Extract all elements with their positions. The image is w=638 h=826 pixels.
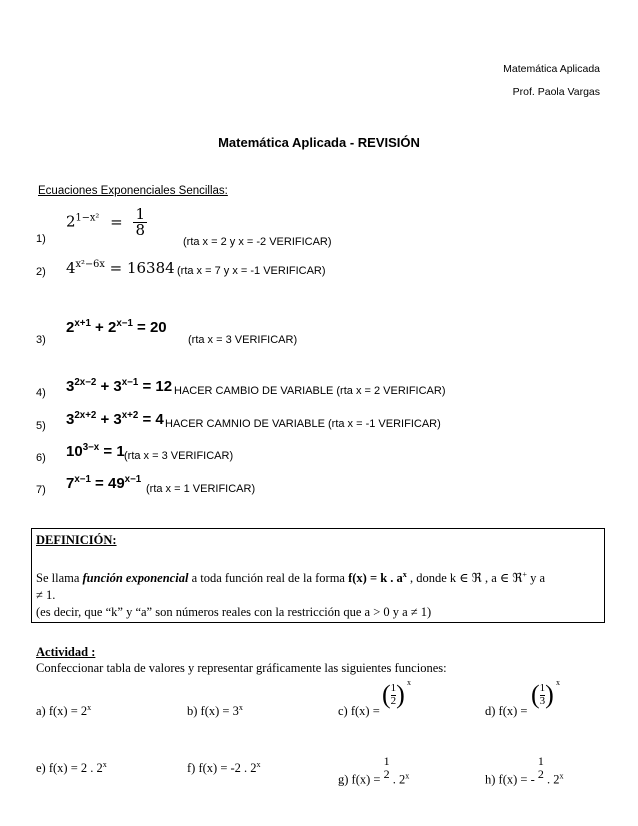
function-d-base: ($\frac{1}{3}$ ) <box>531 680 554 709</box>
function-e: e) f(x) = 2 . 2$^x$ <box>36 759 107 775</box>
equation-note-7: (rta x = 1 VERIFICAR) <box>146 483 256 495</box>
definition-line-3: (es decir, que “k” y “a” son números reales con la restricción que a > 0 y a ≠ 1) <box>36 605 432 619</box>
section-heading: Ecuaciones Exponenciales Sencillas: <box>38 185 228 197</box>
equation-number-2: 2) <box>36 266 46 278</box>
header-professor: Prof. Paola Vargas <box>512 86 600 98</box>
equation-3: $2^{x+1} + 2^{x-1} = 20$ <box>66 318 167 336</box>
equation-1: $2^{1-x^2}$ = $\frac{1}{8}$ <box>66 205 146 239</box>
eq2-base: 4 <box>66 259 76 277</box>
equation-number-5: 5) <box>36 420 46 432</box>
equation-number-4: 4) <box>36 387 46 399</box>
eq1-fraction <box>133 207 147 238</box>
eq1-base: 2 <box>66 212 76 231</box>
definition-formula: f(x) = k . $a^x$ <box>348 569 407 585</box>
equation-5: $3^{2x+2} + 3^{x+2} = 4$ <box>66 410 164 428</box>
function-a: a) $f(x) = 2^x$ <box>36 702 92 718</box>
equation-number-7: 7) <box>36 484 46 496</box>
equation-2 <box>66 259 175 277</box>
equation-note-1: (rta x = 2 y x = -2 VERIFICAR) <box>183 236 332 248</box>
equation-number-1: 1) <box>36 233 46 245</box>
definition-term: función exponencial <box>82 571 189 585</box>
function-c-label: c) f(x) = <box>338 704 380 718</box>
header-course: Matemática Aplicada <box>503 63 600 75</box>
eq1-numerator: 1 <box>135 205 146 223</box>
equation-note-4: HACER CAMBIO DE VARIABLE (rta x = 2 VERIFICAR) <box>174 385 446 397</box>
equation-number-6: 6) <box>36 452 46 464</box>
function-c-base: ($\frac{1}{2}$ ) <box>382 680 405 709</box>
equation-7: $7^{x-1} = 49^{x-1}$ <box>66 474 142 492</box>
equation-note-3: (rta x = 3 VERIFICAR) <box>188 334 298 346</box>
definition-line-1: Se llama función exponencial a toda función real de la forma f(x) = k . $a^x$ , donde k ∈ ℜ , a ∈ ℜ+ y a <box>36 569 546 585</box>
activity-instructions: Confeccionar tabla de valores y representar gráficamente las siguientes funciones: <box>36 661 447 675</box>
function-b: b) $f(x) = 3^x$ <box>187 702 243 718</box>
definition-line-2: ≠ 1. <box>36 588 56 602</box>
eq1-exponent: 1−x² <box>75 212 100 224</box>
equation-number-3: 3) <box>36 334 46 346</box>
equation-4: $3^{2x-2} + 3^{x-1} = 12$ <box>66 377 173 395</box>
eq2-exponent: x²−6x <box>75 259 105 270</box>
function-f: f) f(x) = -2 . 2$^x$ <box>187 759 261 775</box>
function-g: g) f(x) = 1 2 . 2$^x$ <box>338 754 410 787</box>
equation-6: $10^{3-x} = 1$ <box>66 442 125 460</box>
definition-heading: DEFINICIÓN: <box>36 533 117 547</box>
equation-note-6: (rta x = 3 VERIFICAR) <box>124 450 234 462</box>
function-c-exponent: x <box>407 678 411 687</box>
eq1-denominator: 8 <box>135 221 146 239</box>
function-d-exponent: x <box>556 678 560 687</box>
function-d-label: d) f(x) = <box>485 704 528 718</box>
equation-note-2: (rta x = 7 y x = -1 VERIFICAR) <box>177 265 326 277</box>
eq2-rhs: = 16384 <box>109 259 175 277</box>
function-h: h) f(x) = - 1 2 . 2$^x$ <box>485 754 564 787</box>
page-title: Matemática Aplicada - REVISIÓN <box>218 135 420 150</box>
activity-heading: Actividad : <box>36 645 96 659</box>
equation-note-5: HACER CAMNIO DE VARIABLE (rta x = -1 VERIFICAR) <box>165 418 441 430</box>
